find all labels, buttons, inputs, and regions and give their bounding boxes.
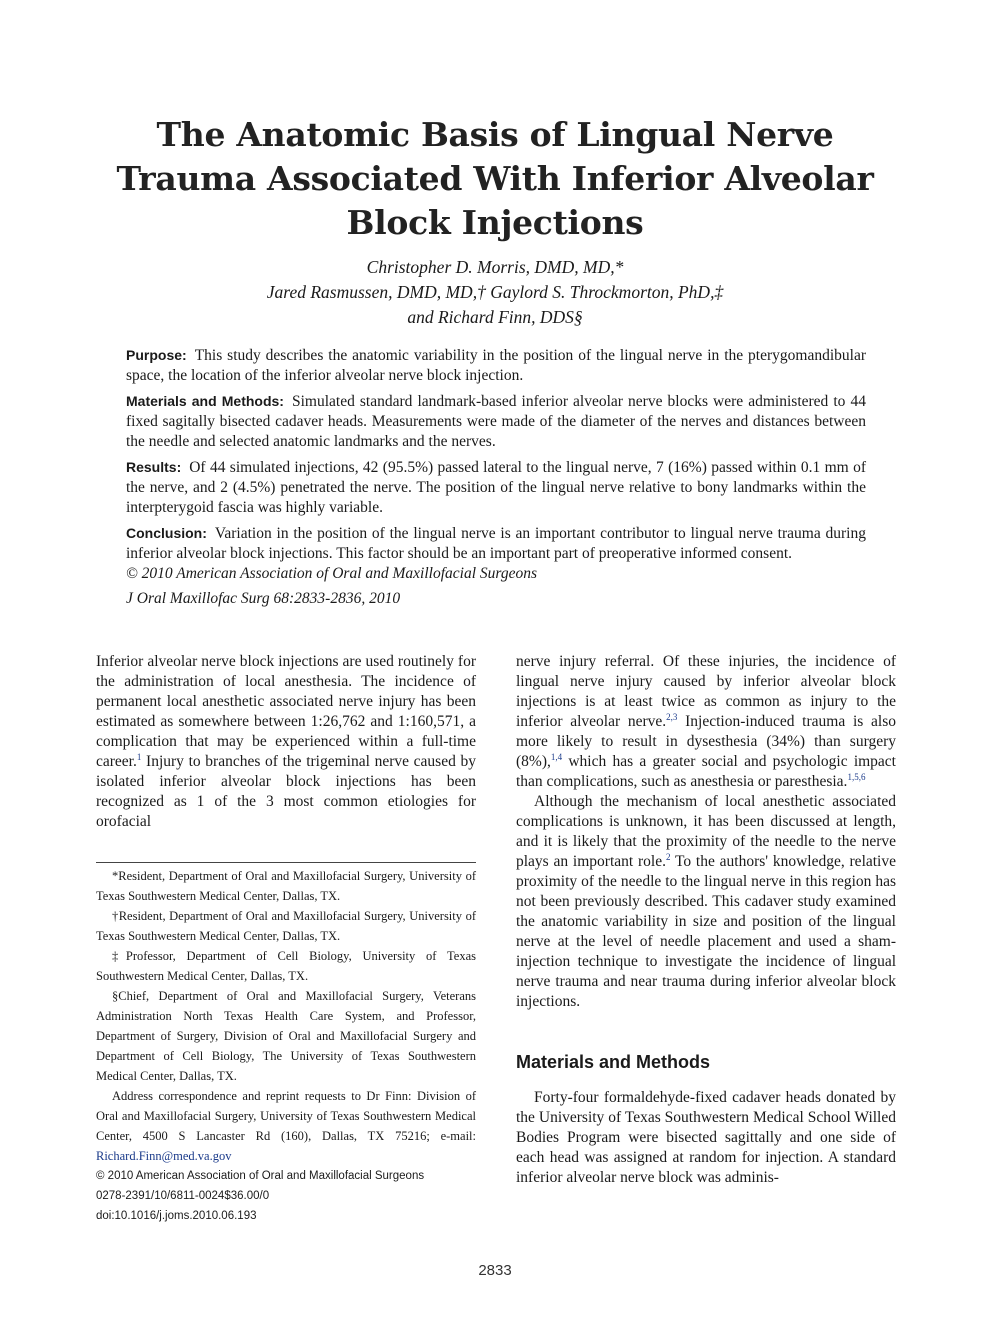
article-title [95,113,895,245]
left-p1-text-b: Injury to branches of the trigeminal nerve caused by isolated inferior alveolar block injections has been recognized as 1 of the 3 most common etiologies for orofacial [96,753,476,830]
reference-link[interactable]: 1,5,6 [847,771,866,782]
footnote-copyright: © 2010 American Association of Oral and Maxillofacial Surgeons [96,1170,425,1182]
author-list [95,255,895,330]
page-number: 2833 [478,1262,512,1279]
right-p2-text-b: To the authors' knowledge, relative proximity of the needle to the lingual nerve in this region has not been previously described. This cadaver study examined the anatomic variability in size and position of the lingual nerve at the level of needle placement and used a sham-injection technique to investigate the incidence of lingual nerve trauma and near trauma during inferior alveolar block injections. [516,853,896,1010]
right-p1-text-a: nerve injury referral. Of these injuries, the incidence of lingual nerve injury caused by inferior alveolar block injections is at least twice as common as injury to the inferior alveolar nerve. [516,653,896,730]
abstract-results [126,457,866,518]
right-p1-text-c: which has a greater social and psychologic impact than complications, such as anesthesia or paresthesia. [516,753,896,790]
footnote-1: *Resident, Department of Oral and Maxillofacial Surgery, University of Texas Southwestern Medical Center, Dallas, TX. [96,869,476,903]
abstract-citation: J Oral Maxillofac Surg 68:2833-2836, 2010 [126,590,401,607]
purpose-label: Purpose: [126,347,187,363]
footnote-3: ‡Professor, Department of Cell Biology, University of Texas Southwestern Medical Center, Dallas, TX. [96,949,476,983]
right-paragraph-2 [516,792,896,1012]
title-line-3: Block Injections [346,203,644,242]
abstract [126,345,866,614]
conclusion-text: Variation in the position of the lingual nerve is an important contributor to lingual nerve trauma during inferior alveolar block injections. This factor should be an important part of preoperative informed consent. [126,525,866,562]
title-line-1: The Anatomic Basis of Lingual Nerve [156,115,834,154]
methods-text: Simulated standard landmark-based inferior alveolar nerve blocks were administered to 44 fixed sagitally bisected cadaver heads. Measurements were made of the diameter of the nerves and distances between the needle and selected anatomic landmarks and the nerves. [126,393,866,450]
results-text: Of 44 simulated injections, 42 (95.5%) passed lateral to the lingual nerve, 7 (16%) passed within 0.1 mm of the nerve, and 2 (4.5%) penetrated the nerve. The position of the lingual nerve relative to bony landmarks within the interpterygoid fascia was highly variable. [126,459,866,516]
left-paragraph-1 [96,652,476,832]
right-column [516,652,896,1188]
right-p2-text-a: Although the mechanism of local anesthetic associated complications is unknown, it has been discussed at length, and it is likely that the proximity of the needle to the nerve plays an important role. [516,793,896,870]
footnote-issn: 0278-2391/10/6811-0024$36.00/0 [96,1190,270,1202]
abstract-purpose [126,345,866,386]
abstract-copyright: © 2010 American Association of Oral and Maxillofacial Surgeons [126,565,538,582]
section-heading: Materials and Methods [516,1052,711,1072]
address-text: Address correspondence and reprint requests to Dr Finn: Division of Oral and Maxillofacial Surgery, University of Texas Southwestern Medical Center, 4500 S Lancaster Rd (160), Dallas, TX 75216; e-mail: [96,1089,476,1143]
right-p1-text-b: Injection-induced trauma is also more likely to result in dysesthesia (34%) than surgery (8%), [516,713,896,770]
conclusion-label: Conclusion: [126,525,207,541]
results-label: Results: [126,459,182,475]
right-paragraph-1 [516,652,896,792]
footnote-doi: doi:10.1016/j.joms.2010.06.193 [96,1210,257,1222]
author-line-1: Christopher D. Morris, DMD, MD,* [366,257,624,277]
left-p1-text-a: Inferior alveolar nerve block injections are used routinely for the administration of local anesthesia. The incidence of permanent local anesthetic associated nerve injury has been estimated as somewhere between 1:26,762 and 1:160,571, a complication that may be experienced within a full-time career. [96,653,476,770]
email-link[interactable]: Richard.Finn@med.va.gov [96,1149,232,1163]
reference-link[interactable]: 2 [665,851,671,862]
footnote-4: §Chief, Department of Oral and Maxillofacial Surgery, Veterans Administration North Texas Health Care System, and Professor, Department of Surgery, Division of Oral and Maxillofacial Surgery and Department of Cell Biology, The University of Texas Southwestern Medical Center, Dallas, TX. [96,989,476,1083]
left-column [96,652,476,832]
purpose-text: This study describes the anatomic variability in the position of the lingual nerve in the pterygomandibular space, the location of the inferior alveolar nerve block injection. [126,347,866,384]
reference-link[interactable]: 1,4 [550,751,563,762]
reference-link[interactable]: 2,3 [666,711,678,722]
abstract-methods [126,391,866,452]
author-line-2: Jared Rasmussen, DMD, MD,† Gaylord S. Throckmorton, PhD,‡ [266,282,724,302]
methods-label: Materials and Methods: [126,393,284,409]
footnotes [96,866,476,1226]
reference-link[interactable]: 1 [136,751,142,762]
abstract-conclusion [126,523,866,564]
footnote-2: †Resident, Department of Oral and Maxillofacial Surgery, University of Texas Southwestern Medical Center, Dallas, TX. [96,909,476,943]
title-line-2: Trauma Associated With Inferior Alveolar [116,159,874,198]
right-paragraph-3: Forty-four formaldehyde-fixed cadaver heads donated by the University of Texas Southwestern Medical School Willed Bodies Program were bisected sagittally and one side of each head was assigned at random for injection. A standard inferior alveolar nerve block was adminis- [516,1089,896,1186]
author-line-3: and Richard Finn, DDS§ [407,307,583,327]
footnote-address [96,1086,476,1166]
footnote-divider [96,862,476,863]
